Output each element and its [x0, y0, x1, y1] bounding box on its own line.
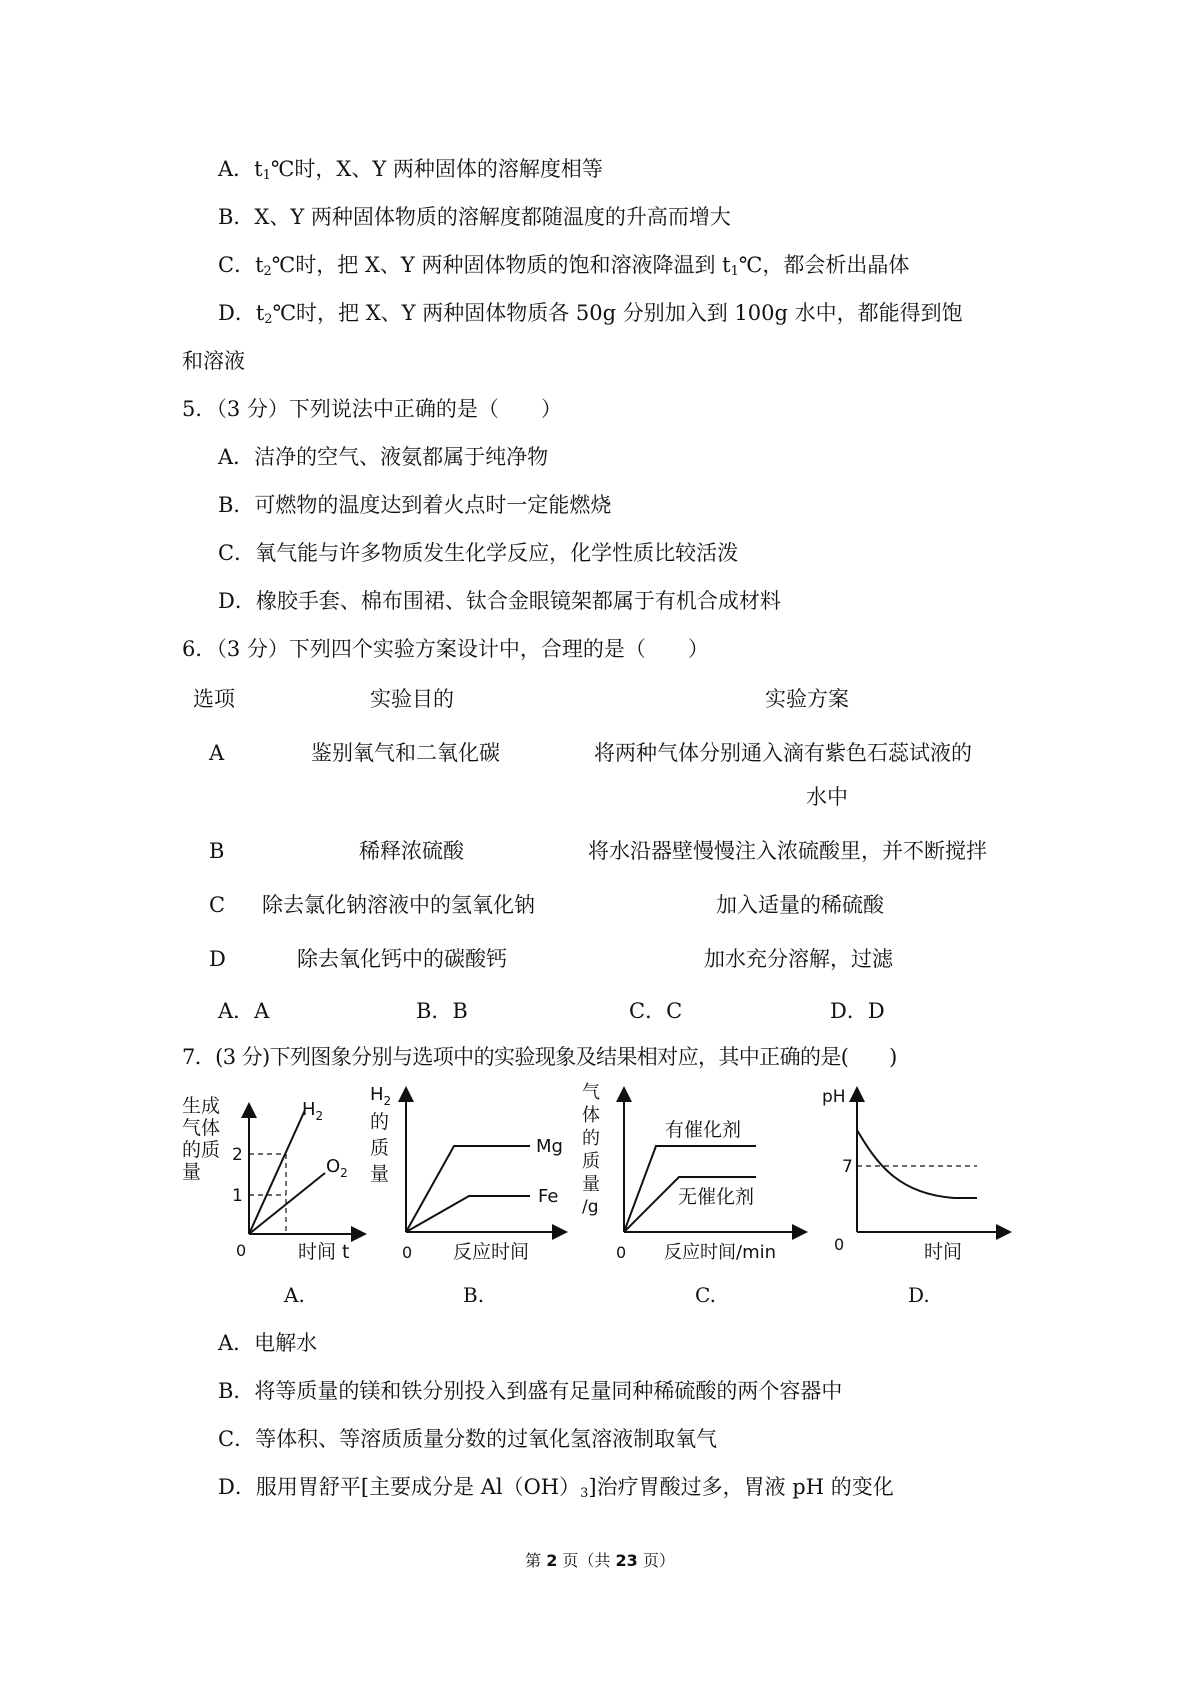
- graph-d-caption: D.: [908, 1283, 930, 1307]
- q4-option-a: A．$t_1℃$时，X、Y 两种固体的溶解度相等: [218, 157, 603, 183]
- q4-option-d-continued: 和溶液: [182, 349, 245, 373]
- q6-choice-a: A．A: [218, 999, 270, 1023]
- q6-choice-b: B．B: [416, 999, 468, 1023]
- q5-option-a: A．洁净的空气、液氨都属于纯净物: [218, 445, 549, 469]
- graph-c-ylabel-2: 体: [582, 1105, 600, 1126]
- graph-b-origin: 0: [402, 1243, 413, 1262]
- graph-c: [580, 1080, 816, 1272]
- table-row-d-option: D: [209, 947, 226, 971]
- graph-b-ylabel-3: 量: [370, 1163, 390, 1185]
- graph-a-o2-line: [249, 1173, 325, 1234]
- graph-d: [820, 1080, 1020, 1272]
- graph-c-ylabel-3: 的: [582, 1128, 600, 1149]
- graph-c-no-catalyst-label: 无催化剂: [678, 1186, 755, 1208]
- table-header-option: 选项: [193, 687, 235, 711]
- q7-option-c: C．等体积、等溶质质量分数的过氧化氢溶液制取氧气: [218, 1427, 718, 1451]
- graph-b-ylabel-1: 的: [370, 1111, 390, 1133]
- table-row-b-plan: 将水沿器壁慢慢注入浓硫酸里，并不断搅拌: [588, 839, 987, 863]
- q4-option-c: C．$t_2℃$时，把 X、Y 两种固体物质的饱和溶液降温到 $t_1℃$，都会析出晶体: [218, 253, 910, 279]
- table-row-b-goal: 稀释浓硫酸: [359, 839, 464, 863]
- graph-d-ph-curve: [857, 1130, 977, 1198]
- graph-b-fe-label: Fe: [538, 1186, 559, 1207]
- table-header-goal: 实验目的: [370, 687, 454, 711]
- graph-c-ylabel-1: 气: [582, 1082, 600, 1103]
- q7-option-a: A．电解水: [218, 1331, 318, 1355]
- graph-a-caption: A.: [284, 1283, 305, 1307]
- graph-c-ylabel-6: /g: [582, 1197, 599, 1217]
- graph-a-origin: 0: [236, 1241, 247, 1260]
- q7-option-b: B．将等质量的镁和铁分别投入到盛有足量同种稀硫酸的两个容器中: [218, 1379, 843, 1403]
- page-total: 23: [615, 1551, 638, 1570]
- table-row-d-plan: 加水充分溶解，过滤: [704, 947, 893, 971]
- graph-c-catalyst-label: 有催化剂: [665, 1119, 742, 1141]
- graph-c-ylabel-4: 质: [582, 1151, 600, 1172]
- graph-d-tick-7: 7: [842, 1157, 853, 1177]
- table-row-c-option: C: [209, 893, 226, 917]
- table-row-b-option: B: [209, 839, 225, 863]
- table-row-a-option: A: [209, 741, 225, 765]
- table-row-c-goal: 除去氯化钠溶液中的氢氧化钠: [262, 893, 535, 917]
- graph-b-fe-line: [406, 1196, 530, 1232]
- graph-b-ylabel-top: $H_2$: [370, 1084, 392, 1108]
- q5-option-d: D．橡胶手套、棉布围裙、钛合金眼镜架都属于有机合成材料: [218, 589, 781, 613]
- q4-option-d: D．$t_2℃$时，把 X、Y 两种固体物质各 50g 分别加入到 100g 水中，都能得到饱: [218, 301, 963, 327]
- table-row-d-goal: 除去氧化钙中的碳酸钙: [297, 947, 507, 971]
- graph-c-xlabel: 反应时间/min: [664, 1242, 777, 1263]
- graph-a-h2-line: [249, 1110, 305, 1234]
- table-row-a-plan-continued: 水中: [806, 785, 848, 809]
- graph-a-ylabel-1: 生成: [182, 1095, 221, 1117]
- graph-a-o2-label: $O_2$: [326, 1156, 348, 1180]
- table-header-plan: 实验方案: [765, 687, 849, 711]
- graph-a-tick-2: 2: [232, 1145, 243, 1165]
- table-row-a-goal: 鉴别氧气和二氧化碳: [311, 741, 500, 765]
- q7-option-d: D．服用胃舒平[主要成分是 $Al(OH)_3$]治疗胃酸过多，胃液 pH 的变化: [218, 1475, 894, 1501]
- q7-stem: 7．(3 分)下列图象分别与选项中的实验现象及结果相对应，其中正确的是( ): [182, 1045, 897, 1069]
- graph-b-xlabel: 反应时间: [453, 1241, 530, 1263]
- graph-b-mg-line: [406, 1146, 530, 1232]
- page-footer: 第 2 页（共 23 页）: [525, 1551, 675, 1570]
- graph-a-ylabel-2: 气体: [182, 1117, 221, 1139]
- q6-stem: 6．（3 分）下列四个实验方案设计中，合理的是（ ）: [182, 637, 709, 661]
- graph-a-tick-1: 1: [232, 1186, 243, 1206]
- q5-stem: 5．（3 分）下列说法中正确的是（ ）: [182, 397, 562, 421]
- table-row-a-plan: 将两种气体分别通入滴有紫色石蕊试液的: [594, 741, 972, 765]
- graph-a-ylabel-3: 的质: [182, 1139, 221, 1161]
- table-row-c-plan: 加入适量的稀硫酸: [716, 893, 884, 917]
- graph-a-ylabel-4: 量: [182, 1161, 202, 1183]
- graph-a: [180, 1090, 370, 1272]
- q6-choice-c: C．C: [629, 999, 683, 1023]
- graph-b-caption: B.: [463, 1283, 485, 1307]
- page-number: 2: [546, 1551, 558, 1570]
- q5-option-b: B．可燃物的温度达到着火点时一定能燃烧: [218, 493, 612, 517]
- graph-b-ylabel-2: 质: [370, 1137, 390, 1159]
- graph-c-origin: 0: [616, 1243, 627, 1262]
- graph-c-ylabel-5: 量: [582, 1174, 600, 1195]
- graph-b-mg-label: Mg: [536, 1136, 563, 1157]
- graph-a-h2-label: $H_2$: [302, 1099, 324, 1123]
- graph-c-caption: C.: [695, 1283, 716, 1307]
- graph-d-origin: 0: [834, 1235, 845, 1254]
- graph-d-ylabel: pH: [822, 1087, 846, 1107]
- q4-option-b: B．X、Y 两种固体物质的溶解度都随温度的升高而增大: [218, 205, 731, 229]
- graph-b: [368, 1080, 578, 1272]
- graph-a-xlabel: 时间 t: [298, 1241, 350, 1263]
- graph-d-xlabel: 时间: [924, 1241, 963, 1263]
- q5-option-c: C．氧气能与许多物质发生化学反应，化学性质比较活泼: [218, 541, 739, 565]
- q6-choice-d: D．D: [830, 999, 885, 1023]
